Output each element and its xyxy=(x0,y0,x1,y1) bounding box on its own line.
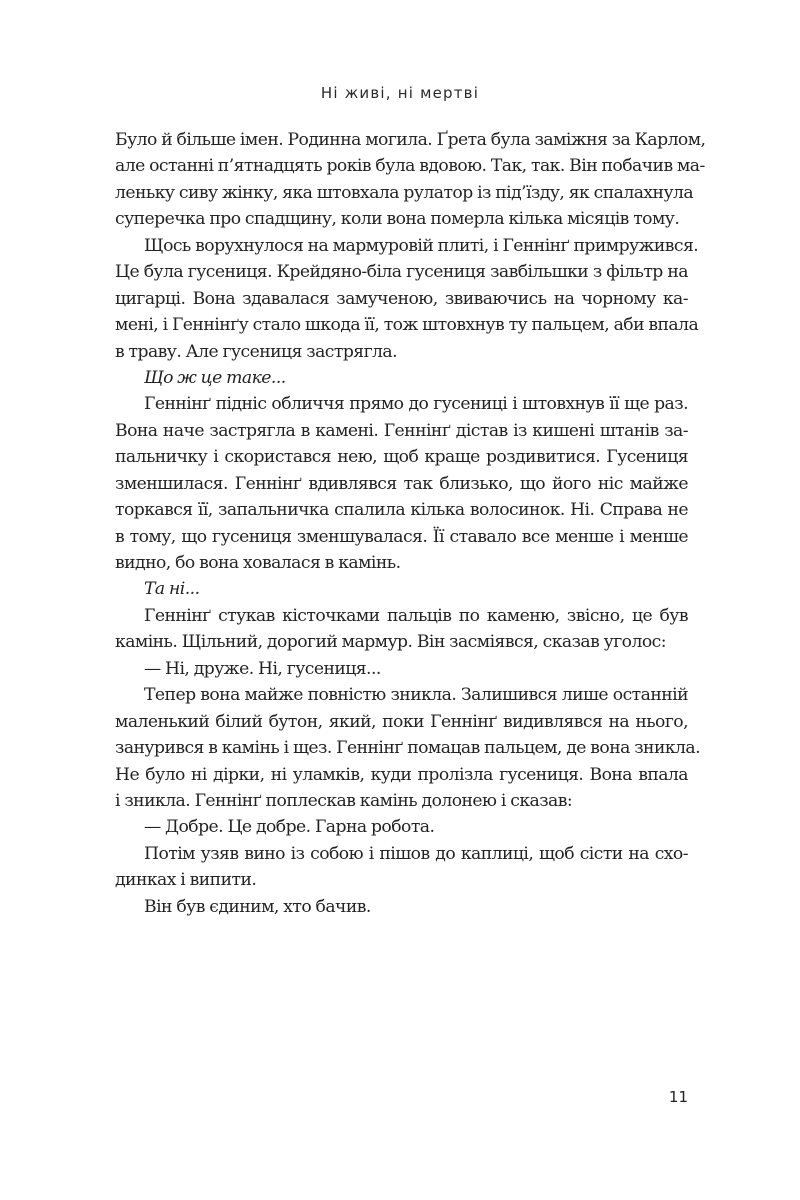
text-line: зменшилася. Геннінґ вдивлявся так близько, що його ніс майже xyxy=(115,473,688,494)
text-line: Тепер вона майже повністю зникла. Залишився лише останній xyxy=(144,685,688,706)
text-line: — Ні, друже. Ні, гусениця... xyxy=(144,658,381,679)
text-line: торкався її, запальничка спалила кілька волосинок. Ні. Справа не xyxy=(115,500,688,521)
running-head: Ні живі, ні мертві xyxy=(320,84,480,102)
text-line: суперечка про спадщину, коли вона померла кілька місяців тому. xyxy=(115,209,680,230)
text-line: Не було ні дірки, ні уламків, куди пролізла гусениця. Вона впала xyxy=(115,764,688,785)
text-line: Потім узяв вино із собою і пішов до каплиці, щоб сісти на схо- xyxy=(144,843,688,864)
text-line: Вона наче застрягла в камені. Геннінґ дістав із кишені штанів за- xyxy=(115,420,688,441)
text-line: Він був єдиним, хто бачив. xyxy=(144,896,371,917)
text-line: в траву. Але гусениця застрягла. xyxy=(115,341,398,362)
text-line: Та ні... xyxy=(144,579,200,600)
text-line: цигарці. Вона здавалася замученою, звиваючись на чорному ка- xyxy=(115,288,688,309)
text-line: в тому, що гусениця зменшувалася. Її ставало все менше і менше xyxy=(115,526,688,547)
text-line: Геннінґ підніс обличчя прямо до гусениці і штовхнув її ще раз. xyxy=(144,394,688,415)
text-line: мені, і Геннінґу стало шкода її, тож штовхнув ту пальцем, аби впала xyxy=(115,315,699,336)
text-line: Було й більше імен. Родинна могила. Ґрета була заміжня за Карлом, xyxy=(115,130,706,150)
text-line: Щось ворухнулося на мармуровій плиті, і Геннінґ примружився. xyxy=(144,235,699,256)
page-number: 11 xyxy=(668,1088,688,1106)
text-line: камінь. Щільний, дорогий мармур. Він засміявся, сказав уголос: xyxy=(115,632,666,653)
text-line: леньку сиву жінку, яка штовхала рулатор із під’їзду, як спалахнула xyxy=(115,182,694,203)
text-line: маленький білий бутон, який, поки Геннінґ видивлявся на нього, xyxy=(115,711,688,732)
text-line: пальничку і скористався нею, щоб краще роздивитися. Гусениця xyxy=(115,447,688,468)
text-line: Це була гусениця. Крейдяно-біла гусениця завбільшки з фільтр на xyxy=(115,262,688,283)
text-line: Що ж це таке... xyxy=(144,367,286,388)
text-line: Геннінґ стукав кісточками пальців по каменю, звісно, це був xyxy=(144,605,688,626)
body-text xyxy=(115,127,706,920)
text-line: видно, бо вона ховалася в камінь. xyxy=(115,553,401,573)
text-line: динках і випити. xyxy=(115,870,257,891)
text-line: занурився в камінь і щез. Геннінґ помацав пальцем, де вона зникла. xyxy=(115,738,701,759)
text-line: — Добре. Це добре. Гарна робота. xyxy=(144,817,435,838)
text-line: і зникла. Геннінґ поплескав камінь долонею і сказав: xyxy=(115,790,573,811)
text-line: але останні п’ятнадцять років була вдовою. Так, так. Він побачив ма- xyxy=(115,156,705,177)
